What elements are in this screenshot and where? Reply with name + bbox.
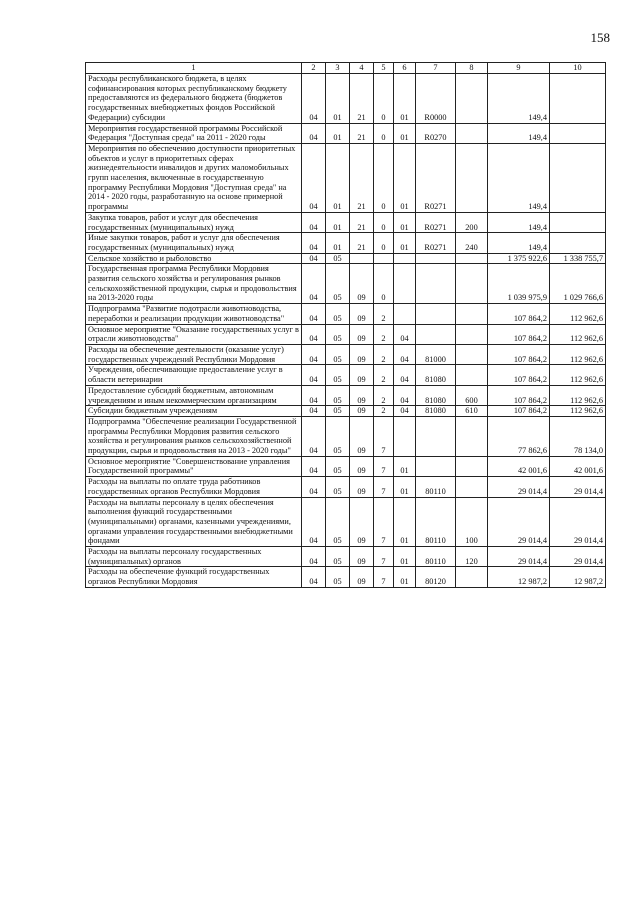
row-value-cell: 7 [374, 497, 394, 547]
table-row [86, 304, 606, 324]
row-value-cell [456, 304, 488, 324]
row-value-cell: 2 [374, 344, 394, 364]
row-value-cell: 09 [350, 567, 374, 587]
row-name-cell: Расходы на выплаты персоналу государственных (муниципальных) органов [86, 547, 302, 567]
page-number: 158 [590, 30, 610, 45]
row-value-cell [394, 304, 416, 324]
row-value-cell: 149,4 [488, 212, 550, 232]
row-value-cell [394, 264, 416, 304]
row-value-cell: 04 [302, 344, 326, 364]
row-value-cell: 04 [394, 365, 416, 385]
row-value-cell: 05 [326, 304, 350, 324]
column-header-6: 6 [394, 63, 416, 74]
row-value-cell [350, 253, 374, 264]
row-value-cell: 80110 [416, 477, 456, 497]
row-name-cell: Основное мероприятие "Оказание государственных услуг в отрасли животноводства" [86, 324, 302, 344]
row-value-cell: 29 014,4 [488, 497, 550, 547]
row-value-cell: 107 864,2 [488, 304, 550, 324]
row-value-cell: 2 [374, 385, 394, 405]
row-value-cell: 42 001,6 [488, 456, 550, 476]
column-header-3: 3 [326, 63, 350, 74]
row-value-cell [456, 567, 488, 587]
row-name-cell: Подпрограмма "Обеспечение реализации Государственной программы Республики Мордовия развития сельского хозяйства и регулирования рынков сельскохозяйственной продукции, сырья и продовольствия на 2013 - 2020 годы" [86, 416, 302, 456]
column-header-10: 10 [550, 63, 606, 74]
row-value-cell: 12 987,2 [550, 567, 606, 587]
row-value-cell: 112 962,6 [550, 324, 606, 344]
row-value-cell: 04 [394, 324, 416, 344]
row-name-cell: Учреждения, обеспечивающие предоставление услуг в области ветеринарии [86, 365, 302, 385]
row-value-cell: 7 [374, 477, 394, 497]
row-value-cell: 09 [350, 344, 374, 364]
row-name-cell: Субсидии бюджетным учреждениям [86, 406, 302, 417]
row-value-cell: 112 962,6 [550, 304, 606, 324]
row-value-cell: 21 [350, 212, 374, 232]
table-row [86, 264, 606, 304]
row-value-cell [550, 212, 606, 232]
row-value-cell: 04 [302, 324, 326, 344]
table-row [86, 344, 606, 364]
row-name-cell: Мероприятия по обеспечению доступности приоритетных объектов и услуг в приоритетных сферах жизнедеятельности инвалидов и других маломобильных групп населения, включенные в государственную программу Республики Мордовия "Доступная среда" на 2014 - 2020 годы, разработанную на основе примерной программы [86, 143, 302, 212]
row-value-cell: 100 [456, 497, 488, 547]
row-value-cell [456, 143, 488, 212]
row-value-cell: 01 [326, 233, 350, 253]
row-value-cell: 112 962,6 [550, 344, 606, 364]
table-row [86, 456, 606, 476]
row-value-cell: 04 [302, 233, 326, 253]
row-value-cell: 0 [374, 143, 394, 212]
row-value-cell: 05 [326, 385, 350, 405]
row-value-cell [394, 416, 416, 456]
row-value-cell: 78 134,0 [550, 416, 606, 456]
table-row [86, 567, 606, 587]
row-value-cell [394, 253, 416, 264]
row-value-cell: 7 [374, 547, 394, 567]
row-value-cell: 200 [456, 212, 488, 232]
column-header-5: 5 [374, 63, 394, 74]
row-value-cell: 04 [302, 74, 326, 124]
row-value-cell: 149,4 [488, 143, 550, 212]
row-value-cell: 04 [302, 143, 326, 212]
row-value-cell: 149,4 [488, 123, 550, 143]
row-value-cell [416, 416, 456, 456]
row-value-cell: 04 [302, 385, 326, 405]
row-value-cell: 09 [350, 385, 374, 405]
row-name-cell: Расходы на обеспечение функций государственных органов Республики Мордовия [86, 567, 302, 587]
row-value-cell: R0270 [416, 123, 456, 143]
row-value-cell [416, 304, 456, 324]
row-value-cell: 21 [350, 74, 374, 124]
row-value-cell: 01 [394, 567, 416, 587]
row-name-cell: Иные закупки товаров, работ и услуг для обеспечения государственных (муниципальных) нужд [86, 233, 302, 253]
table-row [86, 324, 606, 344]
row-value-cell: 7 [374, 567, 394, 587]
row-value-cell: 04 [302, 365, 326, 385]
row-value-cell: 05 [326, 547, 350, 567]
row-value-cell: 04 [302, 123, 326, 143]
row-value-cell: 29 014,4 [488, 547, 550, 567]
row-value-cell: 04 [302, 304, 326, 324]
row-value-cell: 107 864,2 [488, 406, 550, 417]
row-value-cell: 01 [394, 143, 416, 212]
row-value-cell: 240 [456, 233, 488, 253]
row-value-cell: 12 987,2 [488, 567, 550, 587]
row-value-cell [374, 253, 394, 264]
row-value-cell: 1 029 766,6 [550, 264, 606, 304]
row-value-cell: R0271 [416, 233, 456, 253]
row-value-cell: 05 [326, 344, 350, 364]
table-row [86, 143, 606, 212]
row-value-cell: 107 864,2 [488, 365, 550, 385]
row-value-cell: 04 [302, 253, 326, 264]
row-value-cell: 0 [374, 233, 394, 253]
row-name-cell: Мероприятия государственной программы Российской Федерация "Доступная среда" на 2011 - 2020 годы [86, 123, 302, 143]
row-value-cell [550, 74, 606, 124]
row-value-cell: 01 [326, 143, 350, 212]
row-value-cell [456, 365, 488, 385]
row-value-cell: 01 [326, 212, 350, 232]
row-value-cell: 80110 [416, 547, 456, 567]
row-value-cell: 2 [374, 324, 394, 344]
column-header-2: 2 [302, 63, 326, 74]
row-value-cell: 05 [326, 365, 350, 385]
row-value-cell: 05 [326, 567, 350, 587]
row-value-cell: 80110 [416, 497, 456, 547]
row-value-cell: 01 [394, 74, 416, 124]
row-value-cell: 0 [374, 123, 394, 143]
column-header-1: 1 [86, 63, 302, 74]
row-value-cell: 1 338 755,7 [550, 253, 606, 264]
row-value-cell: 01 [394, 456, 416, 476]
row-value-cell: 09 [350, 477, 374, 497]
row-value-cell: 04 [302, 567, 326, 587]
row-value-cell [416, 253, 456, 264]
table-row [86, 365, 606, 385]
row-value-cell: 0 [374, 74, 394, 124]
row-value-cell: 21 [350, 123, 374, 143]
row-value-cell [416, 324, 456, 344]
row-value-cell: 09 [350, 547, 374, 567]
row-value-cell: 01 [394, 212, 416, 232]
row-value-cell: 107 864,2 [488, 385, 550, 405]
row-value-cell: 21 [350, 143, 374, 212]
row-value-cell: 81000 [416, 344, 456, 364]
row-value-cell: 1 039 975,9 [488, 264, 550, 304]
table-row [86, 406, 606, 417]
row-value-cell: 29 014,4 [550, 497, 606, 547]
row-value-cell: 04 [302, 212, 326, 232]
row-value-cell: 05 [326, 264, 350, 304]
row-value-cell: 01 [394, 123, 416, 143]
table-row [86, 233, 606, 253]
row-value-cell: 05 [326, 456, 350, 476]
row-value-cell [550, 123, 606, 143]
row-value-cell [456, 416, 488, 456]
row-value-cell: 05 [326, 416, 350, 456]
row-value-cell: 01 [326, 123, 350, 143]
row-value-cell: 610 [456, 406, 488, 417]
row-value-cell: 09 [350, 304, 374, 324]
row-value-cell: 05 [326, 497, 350, 547]
row-value-cell: 09 [350, 497, 374, 547]
row-value-cell: 04 [302, 456, 326, 476]
row-value-cell: 09 [350, 416, 374, 456]
column-header-8: 8 [456, 63, 488, 74]
row-value-cell: 149,4 [488, 233, 550, 253]
row-value-cell: 0 [374, 264, 394, 304]
row-value-cell: R0271 [416, 212, 456, 232]
row-value-cell: 01 [394, 547, 416, 567]
row-value-cell: 04 [302, 416, 326, 456]
row-value-cell: R0271 [416, 143, 456, 212]
row-value-cell [456, 253, 488, 264]
row-value-cell: 05 [326, 324, 350, 344]
header-row [86, 63, 606, 74]
table-row [86, 416, 606, 456]
column-header-7: 7 [416, 63, 456, 74]
row-value-cell [456, 264, 488, 304]
row-value-cell: 09 [350, 324, 374, 344]
row-value-cell: 29 014,4 [488, 477, 550, 497]
row-value-cell: 05 [326, 477, 350, 497]
row-value-cell [456, 456, 488, 476]
row-value-cell [550, 143, 606, 212]
row-value-cell: 04 [302, 406, 326, 417]
row-value-cell: 01 [394, 233, 416, 253]
row-value-cell: 09 [350, 365, 374, 385]
row-value-cell: 1 375 922,6 [488, 253, 550, 264]
row-value-cell: 112 962,6 [550, 406, 606, 417]
row-value-cell: 42 001,6 [550, 456, 606, 476]
row-name-cell: Государственная программа Республики Мордовия развития сельского хозяйства и регулирования рынков сельскохозяйственной продукции, сырья и продовольствия на 2013-2020 годы [86, 264, 302, 304]
row-value-cell: 2 [374, 365, 394, 385]
row-value-cell [456, 324, 488, 344]
row-value-cell: 01 [394, 477, 416, 497]
column-header-9: 9 [488, 63, 550, 74]
row-value-cell: 112 962,6 [550, 385, 606, 405]
column-header-4: 4 [350, 63, 374, 74]
row-value-cell: 149,4 [488, 74, 550, 124]
row-value-cell: 600 [456, 385, 488, 405]
row-value-cell: 107 864,2 [488, 324, 550, 344]
row-value-cell [416, 456, 456, 476]
row-value-cell: 81080 [416, 406, 456, 417]
row-value-cell: 7 [374, 416, 394, 456]
budget-table [85, 62, 606, 588]
row-value-cell: 05 [326, 253, 350, 264]
row-name-cell: Подпрограмма "Развитие подотрасли животноводства, переработки и реализации продукции животноводства" [86, 304, 302, 324]
row-value-cell: 04 [302, 264, 326, 304]
row-value-cell: 29 014,4 [550, 547, 606, 567]
row-name-cell: Расходы на выплаты персоналу в целях обеспечения выполнения функций государственными (муниципальными) органами, казенными учреждениями, органами управления государственными внебюджетными фондами [86, 497, 302, 547]
row-value-cell: 112 962,6 [550, 365, 606, 385]
row-name-cell: Основное мероприятие "Совершенствование управления Государственной программы" [86, 456, 302, 476]
row-value-cell [456, 477, 488, 497]
row-value-cell: 120 [456, 547, 488, 567]
row-value-cell: 05 [326, 406, 350, 417]
row-value-cell: 2 [374, 304, 394, 324]
table-row [86, 547, 606, 567]
table-row [86, 477, 606, 497]
row-name-cell: Закупка товаров, работ и услуг для обеспечения государственных (муниципальных) нужд [86, 212, 302, 232]
row-value-cell [456, 74, 488, 124]
row-value-cell: 80120 [416, 567, 456, 587]
row-name-cell: Расходы на выплаты по оплате труда работников государственных органов Республики Мордовия [86, 477, 302, 497]
row-value-cell: 77 862,6 [488, 416, 550, 456]
row-value-cell: 09 [350, 406, 374, 417]
row-value-cell: R0000 [416, 74, 456, 124]
table-row [86, 253, 606, 264]
row-value-cell: 107 864,2 [488, 344, 550, 364]
row-name-cell: Предоставление субсидий бюджетным, автономным учреждениям и иным некоммерческим организациям [86, 385, 302, 405]
row-name-cell: Расходы на обеспечение деятельности (оказание услуг) государственных учреждений Республики Мордовия [86, 344, 302, 364]
table-row [86, 74, 606, 124]
row-value-cell: 21 [350, 233, 374, 253]
row-value-cell: 81080 [416, 365, 456, 385]
table-row [86, 212, 606, 232]
row-value-cell [456, 123, 488, 143]
row-value-cell: 01 [394, 497, 416, 547]
row-value-cell [550, 233, 606, 253]
row-value-cell: 04 [394, 385, 416, 405]
row-name-cell: Расходы республиканского бюджета, в целях софинансирования которых республиканскому бюджету предоставляются из федерального бюджета (бюджетов государственных внебюджетных фондов Российской Федерации) субсидии [86, 74, 302, 124]
row-value-cell: 81080 [416, 385, 456, 405]
row-value-cell: 04 [302, 497, 326, 547]
table-row [86, 123, 606, 143]
table-row [86, 385, 606, 405]
row-value-cell: 2 [374, 406, 394, 417]
row-value-cell: 01 [326, 74, 350, 124]
row-value-cell [416, 264, 456, 304]
table-row [86, 497, 606, 547]
row-value-cell: 09 [350, 264, 374, 304]
row-value-cell: 29 014,4 [550, 477, 606, 497]
row-value-cell: 7 [374, 456, 394, 476]
row-value-cell: 04 [302, 547, 326, 567]
row-value-cell: 09 [350, 456, 374, 476]
row-name-cell: Сельское хозяйство и рыболовство [86, 253, 302, 264]
row-value-cell: 04 [394, 344, 416, 364]
row-value-cell: 0 [374, 212, 394, 232]
row-value-cell: 04 [302, 477, 326, 497]
row-value-cell [456, 344, 488, 364]
row-value-cell: 04 [394, 406, 416, 417]
